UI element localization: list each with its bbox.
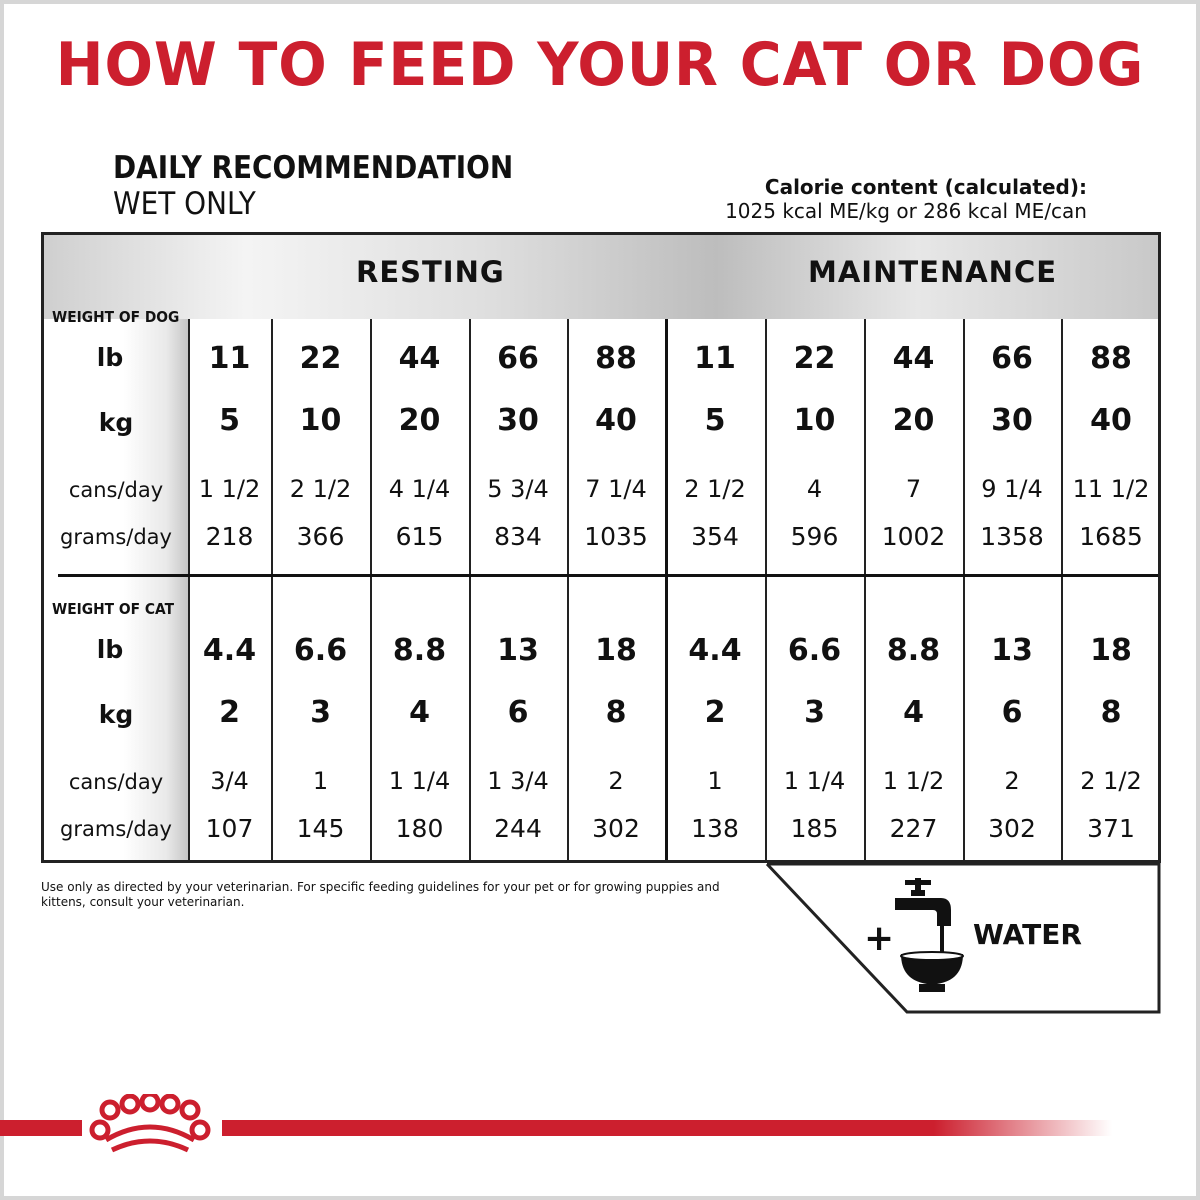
cat-kg-cell: 8 <box>1100 695 1122 730</box>
cat-cans-cell: 1 1/4 <box>783 767 846 795</box>
cat-cans-cell: 1 1/2 <box>882 767 945 795</box>
dog-cans-cell: 7 1/4 <box>585 475 647 503</box>
dog-lb-cell: 88 <box>595 341 637 376</box>
cat-kg-cell: 2 <box>219 695 240 730</box>
dog-kg-cell: 30 <box>991 403 1033 438</box>
cat-grams-cell: 302 <box>988 814 1036 843</box>
cat-grams-cell: 180 <box>395 814 444 843</box>
dog-cans-cell: 7 <box>905 475 922 503</box>
footer-stripe-right <box>222 1120 1112 1136</box>
dog-kg-cell: 5 <box>219 403 240 438</box>
feeding-table <box>41 232 1161 863</box>
cat-lb-cell: 13 <box>497 633 539 668</box>
dog-grams-cell: 1685 <box>1079 522 1143 551</box>
cat-lb-cell: 13 <box>991 633 1033 668</box>
cat-lb-cell: 8.8 <box>392 633 447 668</box>
dog-grams-label: grams/day <box>60 525 172 549</box>
weight-of-dog-heading: WEIGHT OF DOG <box>52 308 180 326</box>
recommendation-subheading: WET ONLY <box>113 186 256 222</box>
dog-kg-cell: 10 <box>793 403 836 438</box>
veterinarian-note: Use only as directed by your veterinarian. For specific feeding guidelines for your pet or for growing puppies and kittens, consult your veterinarian. <box>41 880 720 909</box>
cat-lb-cell: 4.4 <box>688 633 742 668</box>
water-tap-bowl-icon <box>893 876 967 994</box>
dog-lb-cell: 22 <box>299 341 342 376</box>
dog-grams-cell: 1035 <box>584 522 648 551</box>
calorie-content <box>725 175 1087 223</box>
dog-kg-label: kg <box>98 408 134 437</box>
water-label: WATER <box>973 918 1082 951</box>
cat-lb-cell: 18 <box>595 633 637 668</box>
cat-kg-cell: 2 <box>704 695 726 730</box>
dog-cat-divider <box>58 574 1161 577</box>
cat-cans-cell: 2 <box>1004 767 1020 795</box>
cat-cans-cell: 2 1/2 <box>1080 767 1142 795</box>
cat-kg-cell: 3 <box>804 695 825 730</box>
dog-lb-cell: 11 <box>208 341 251 376</box>
dog-lb-cell: 44 <box>892 341 935 376</box>
cat-grams-cell: 138 <box>691 814 739 843</box>
cat-grams-cell: 107 <box>205 814 254 843</box>
cat-grams-cell: 371 <box>1087 814 1135 843</box>
cat-lb-cell: 18 <box>1090 633 1132 668</box>
dog-cans-cell: 9 1/4 <box>981 475 1043 503</box>
cat-kg-cell: 6 <box>1001 695 1023 730</box>
cat-kg-cell: 4 <box>903 695 924 730</box>
section-resting: RESTING <box>356 255 505 289</box>
cat-grams-cell: 302 <box>592 814 640 843</box>
dog-grams-cell: 615 <box>395 522 444 551</box>
cat-grams-cell: 227 <box>889 814 938 843</box>
dog-cans-cell: 5 3/4 <box>487 475 549 503</box>
dog-lb-cell: 66 <box>497 341 539 376</box>
dog-lb-label: lb <box>96 343 124 372</box>
cat-cans-label: cans/day <box>68 770 164 794</box>
dog-kg-cell: 20 <box>398 403 441 438</box>
dog-kg-cell: 40 <box>1090 403 1132 438</box>
cat-lb-label: lb <box>96 635 124 664</box>
cat-cans-cell: 1 3/4 <box>487 767 549 795</box>
footer-stripe-left <box>0 1120 82 1136</box>
cat-kg-label: kg <box>98 700 134 729</box>
cat-cans-cell: 1 <box>707 767 723 795</box>
plus-sign: + <box>864 918 895 959</box>
recommendation-heading: DAILY RECOMMENDATION <box>113 150 514 186</box>
cat-grams-cell: 185 <box>790 814 839 843</box>
cat-lb-cell: 6.6 <box>293 633 348 668</box>
weight-of-cat-heading: WEIGHT OF CAT <box>52 600 175 618</box>
page-title: HOW TO FEED YOUR CAT OR DOG <box>55 30 1145 100</box>
dog-grams-cell: 354 <box>691 522 739 551</box>
cat-grams-cell: 244 <box>494 814 542 843</box>
dog-cans-cell: 2 1/2 <box>684 475 746 503</box>
dog-kg-cell: 40 <box>595 403 637 438</box>
dog-grams-cell: 1358 <box>980 522 1044 551</box>
dog-cans-cell: 4 <box>806 475 823 503</box>
section-maintenance: MAINTENANCE <box>808 255 1058 289</box>
dog-lb-cell: 11 <box>694 341 736 376</box>
dog-grams-cell: 218 <box>205 522 254 551</box>
cat-cans-cell: 3/4 <box>210 767 249 795</box>
cat-kg-cell: 4 <box>409 695 430 730</box>
dog-cans-cell: 2 1/2 <box>289 475 352 503</box>
dog-grams-cell: 1002 <box>881 522 946 551</box>
cat-grams-label: grams/day <box>60 817 172 841</box>
dog-kg-cell: 20 <box>892 403 935 438</box>
dog-lb-cell: 44 <box>398 341 441 376</box>
dog-kg-cell: 10 <box>299 403 342 438</box>
cat-cans-cell: 1 <box>312 767 329 795</box>
cat-grams-cell: 145 <box>296 814 345 843</box>
dog-cans-label: cans/day <box>68 478 164 502</box>
dog-lb-cell: 66 <box>991 341 1033 376</box>
calorie-label: Calorie content (calculated): <box>764 175 1087 199</box>
dog-grams-cell: 366 <box>296 522 345 551</box>
calorie-values: 1025 kcal ME/kg or 286 kcal ME/can <box>725 199 1087 223</box>
dog-cans-cell: 4 1/4 <box>388 475 451 503</box>
cat-kg-cell: 8 <box>605 695 627 730</box>
cat-lb-cell: 8.8 <box>886 633 941 668</box>
dog-cans-cell: 11 1/2 <box>1072 475 1150 503</box>
dog-grams-cell: 834 <box>494 522 542 551</box>
dog-lb-cell: 22 <box>793 341 836 376</box>
dog-grams-cell: 596 <box>790 522 839 551</box>
dog-cans-cell: 1 1/2 <box>198 475 261 503</box>
cat-kg-cell: 3 <box>310 695 331 730</box>
cat-lb-cell: 4.4 <box>202 633 257 668</box>
cat-kg-cell: 6 <box>507 695 529 730</box>
cat-cans-cell: 2 <box>608 767 624 795</box>
crown-icon <box>88 1094 212 1160</box>
cat-cans-cell: 1 1/4 <box>388 767 451 795</box>
cat-lb-cell: 6.6 <box>787 633 842 668</box>
dog-lb-cell: 88 <box>1090 341 1132 376</box>
dog-kg-cell: 30 <box>497 403 539 438</box>
dog-kg-cell: 5 <box>704 403 726 438</box>
